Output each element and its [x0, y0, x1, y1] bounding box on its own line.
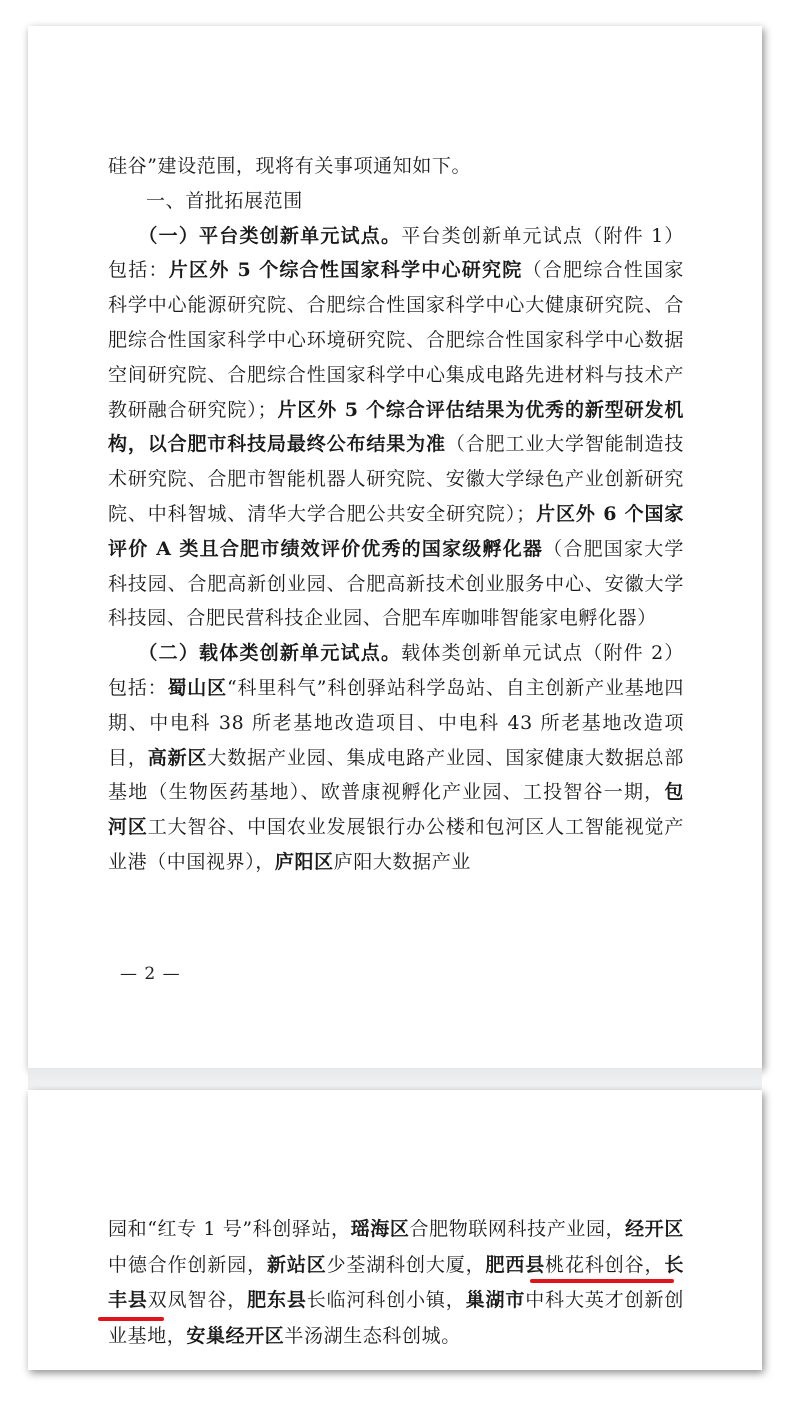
continued-paragraph [108, 1212, 684, 1354]
carrier-paragraph [108, 636, 684, 880]
document-page-1 [28, 26, 762, 1068]
district-jingkai: 经开区 [625, 1218, 684, 1240]
district-anchao: 安巢经开区 [186, 1324, 285, 1347]
red-underline-mark-1 [530, 1279, 674, 1283]
district-yaohai: 瑶海区 [350, 1218, 410, 1240]
p2-text-1: 园和“红专 1 号”科创驿站， [108, 1218, 351, 1240]
district-gaoxin: 高新区 [147, 746, 208, 769]
district-baohe: 包河区 [108, 781, 684, 839]
district-feidong: 肥东县 [247, 1289, 307, 1311]
platform-bold-1: 片区外 5 个综合性国家科学中心研究院 [168, 259, 523, 282]
page-1-body [108, 149, 684, 880]
district-chaohu: 巢湖市 [465, 1289, 526, 1311]
district-feixi: 肥西县 [485, 1253, 546, 1276]
intro-paragraph: 硅谷”建设范围，现将有关事项通知如下。 [108, 155, 472, 177]
section-heading: 一、首批拓展范围 [146, 189, 303, 212]
p2-text-8: 中科大英才创新创业基地， [108, 1289, 684, 1347]
page-2-body [108, 1212, 684, 1354]
carrier-text-1: 载体类创新单元试点（附件 2）包括： [108, 642, 684, 699]
p2-text-3: 中德合作创新园， [108, 1253, 267, 1276]
carrier-text-5: 庐阳大数据产业 [333, 850, 471, 873]
platform-text-2: （合肥综合性国家科学中心能源研究院、合肥综合性国家科学中心大健康研究院、合肥综合性国家科学中心环境研究院、合肥综合性国家科学中心数据空间研究院、合肥综合性国家科学中心集成电路先进材料与技术产教研融合研究院）； [108, 259, 684, 421]
page-number: — 2 — [120, 964, 181, 984]
district-shushan: 蜀山区 [167, 676, 227, 699]
red-underline-mark-2 [98, 1317, 164, 1321]
district-luyang: 庐阳区 [274, 850, 334, 873]
p2-text-9: 半汤湖生态科创城。 [284, 1324, 461, 1347]
platform-bold-2: 片区外 5 个综合评估结果为优秀的新型研发机构，以合肥市科技局最终公布结果为准 [108, 398, 684, 456]
district-xinzhan: 新站区 [266, 1253, 327, 1276]
p2-text-5: 桃花科创谷， [545, 1253, 665, 1276]
p2-text-6: 双凤智谷， [147, 1289, 248, 1311]
page-gap [28, 1068, 762, 1090]
platform-text-4: （合肥国家大学科技园、合肥高新创业园、合肥高新技术创业服务中心、安徽大学科技园、合肥民营科技企业园、合肥车库咖啡智能家电孵化器） [108, 537, 685, 630]
platform-text-1: 平台类创新单元试点（附件 1）包括： [108, 224, 684, 282]
carrier-lead: （二）载体类创新单元试点。 [138, 642, 402, 665]
platform-paragraph [108, 219, 684, 637]
carrier-text-2: “科里科气”科创驿站科学岛站、自主创新产业基地四期、中电科 38 所老基地改造项目、中电科 43 所老基地改造项目， [108, 676, 684, 769]
district-changfeng: 长丰县 [108, 1253, 684, 1311]
p2-text-7: 长临河科创小镇， [306, 1289, 466, 1311]
document-page-2 [28, 1090, 762, 1370]
carrier-text-3: 大数据产业园、集成电路产业园、国家健康大数据总部基地（生物医药基地）、欧普康视孵化产业园、工投智谷一期， [108, 746, 685, 804]
p2-text-4: 少荃湖科创大厦， [326, 1253, 486, 1276]
platform-lead: （一）平台类创新单元试点。 [138, 224, 402, 247]
p2-text-2: 合肥物联网科技产业园， [409, 1218, 626, 1240]
platform-text-3: （合肥工业大学智能制造技术研究院、合肥市智能机器人研究院、安徽大学绿色产业创新研究院、中科智城、清华大学合肥公共安全研究院）； [108, 433, 684, 525]
carrier-text-4: 工大智谷、中国农业发展银行办公楼和包河区人工智能视觉产业港（中国视界）， [108, 816, 685, 873]
platform-bold-3: 片区外 6 个国家评价 A 类且合肥市绩效评价优秀的国家级孵化器 [108, 502, 684, 560]
